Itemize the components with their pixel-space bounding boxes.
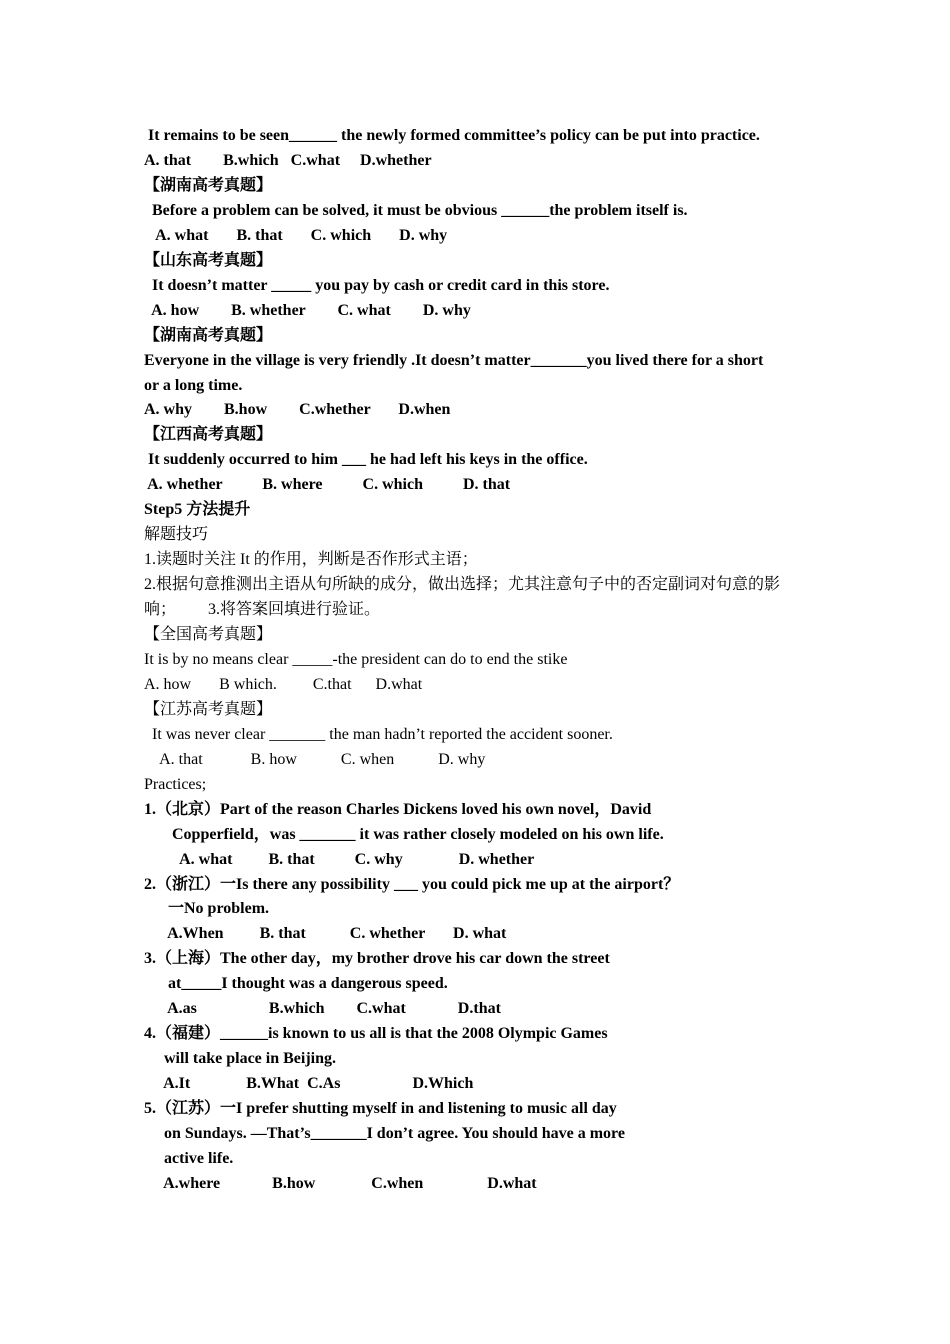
text-line: A. what B. that C. which D. why — [144, 226, 448, 244]
text-line: It suddenly occurred to him ___ he had left his keys in the office. — [144, 451, 588, 469]
text-line: at_____I thought was a dangerous speed. — [144, 975, 448, 993]
text-line: A. what B. that C. why D. whether — [144, 850, 535, 868]
text-line: It is by no means clear _____-the president can do to end the stike — [144, 650, 568, 668]
text-line: A. that B. how C. when D. why — [144, 750, 486, 768]
text-line: on Sundays. —That’s_______I don’t agree. You should have a more — [144, 1125, 625, 1142]
text-line: A. that B.which C.what D.whether — [144, 151, 432, 169]
text-line: It remains to be seen______ the newly formed committee’s policy can be put into practice. — [144, 127, 760, 144]
text-line: 5.（江苏）一I prefer shutting myself in and listening to music all day — [144, 1100, 617, 1117]
text-line: It doesn’t matter _____ you pay by cash or credit card in this store. — [144, 276, 610, 294]
text-line: Copperfield，was _______ it was rather closely modeled on his own life. — [144, 825, 664, 843]
text-line: 【全国高考真题】 — [144, 626, 273, 643]
text-line: It was never clear _______ the man hadn’t reported the accident sooner. — [144, 725, 613, 743]
text-line: 【江西高考真题】 — [144, 426, 273, 444]
text-line: A.It B.What C.As D.Which — [144, 1075, 474, 1093]
text-line: Step5 方法提升 — [144, 501, 251, 519]
text-line: A. why B.how C.whether D.when — [144, 401, 451, 419]
text-line: Practices; — [144, 775, 207, 793]
text-line: A.where B.how C.when D.what — [144, 1174, 537, 1192]
text-line: Before a problem can be solved, it must be obvious ______the problem itself is. — [144, 201, 688, 219]
text-line: or a long time. — [144, 376, 243, 394]
text-line: A.When B. that C. whether D. what — [144, 925, 507, 943]
text-line: 【山东高考真题】 — [144, 251, 273, 269]
text-line: Everyone in the village is very friendly .It doesn’t matter_______you lived there for a short — [144, 351, 764, 369]
text-line: 【湖南高考真题】 — [144, 176, 273, 194]
text-line: active life. — [144, 1149, 234, 1167]
text-line: 2.根据句意推测出主语从句所缺的成分，做出选择；尤其注意句子中的否定副词对句意的影 — [144, 576, 781, 594]
text-line: 一No problem. — [144, 900, 270, 918]
text-line: A. whether B. where C. which D. that — [144, 476, 511, 494]
text-line: will take place in Beijing. — [144, 1050, 336, 1068]
text-line: 4.（福建）______is known to us all is that the 2008 Olympic Games — [144, 1025, 608, 1043]
text-line: 响； 3.将答案回填进行验证。 — [144, 601, 381, 618]
text-line: 解题技巧 — [144, 526, 209, 544]
text-line: 2.（浙江）一Is there any possibility ___ you could pick me up at the airport？ — [144, 875, 680, 893]
text-line: 1.（北京）Part of the reason Charles Dickens loved his own novel，David — [144, 800, 652, 818]
text-line: A.as B.which C.what D.that — [144, 1000, 501, 1018]
text-line: A. how B. whether C. what D. why — [144, 301, 471, 319]
text-line: A. how B which. C.that D.what — [144, 675, 423, 693]
text-line: 【江苏高考真题】 — [144, 700, 273, 718]
text-line: 3.（上海）The other day，my brother drove his car down the street — [144, 950, 610, 968]
text-line: 【湖南高考真题】 — [144, 326, 273, 344]
text-line: 1.读题时关注 It 的作用，判断是否作形式主语； — [144, 551, 478, 569]
